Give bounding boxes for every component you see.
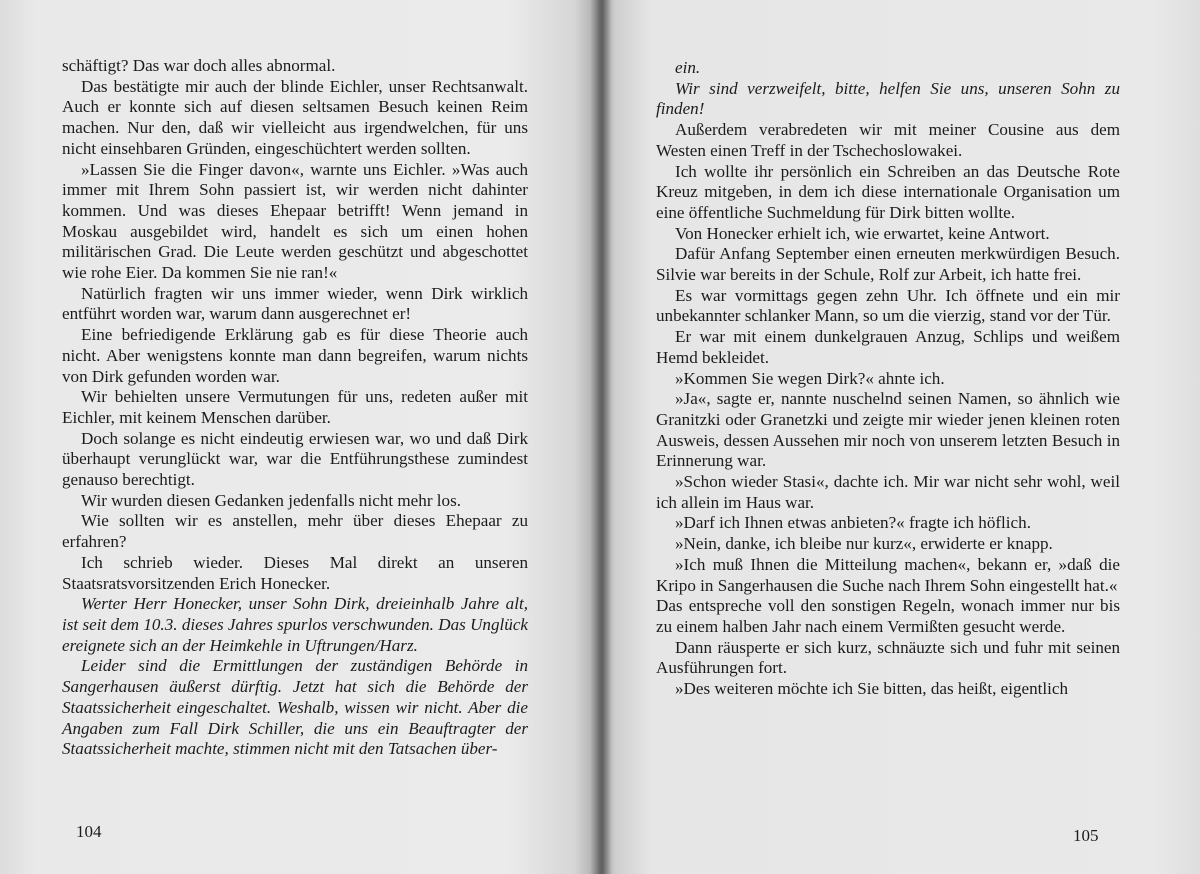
page-number: 105: [1073, 826, 1099, 845]
paragraph: Er war mit einem dunkelgrauen Anzug, Schlips und weißem Hemd bekleidet.: [656, 327, 1120, 367]
paragraph: Dann räusperte er sich kurz, schnäuzte sich und fuhr mit seinen Ausführungen fort.: [656, 637, 1120, 678]
book-gutter-shadow: [590, 0, 612, 874]
right-page: [598, 0, 1200, 874]
paragraph: »Darf ich Ihnen etwas anbieten?« fragte ich höflich.: [675, 513, 1031, 533]
letter-paragraph: Wir sind verzweifelt, bitte, helfen Sie uns, unseren Sohn zu finden!: [656, 78, 1120, 119]
paragraph: Wir wurden diesen Gedanken jedenfalls nicht mehr los.: [81, 490, 462, 510]
paragraph: Natürlich fragten wir uns immer wieder, wenn Dirk wirklich entführt worden war, warum dann ausgerechnet er!: [62, 283, 528, 324]
letter-paragraph: Leider sind die Ermittlungen der zuständigen Behörde in Sangerhausen äußerst dürftig. Jetzt hat sich die Behörde der Staatssicherheit eingeschaltet. Weshalb, wissen wir nicht. Aber die Angaben zum Fall Dirk Schiller, die uns ein Beauftragter der Staatssicherheit machte, stimmen nicht mit den Tatsachen über-: [62, 656, 528, 759]
paragraph: »Des weiteren möchte ich Sie bitten, das heißt, eigentlich: [675, 679, 1069, 699]
paragraph: »Kommen Sie wegen Dirk?« ahnte ich.: [675, 368, 945, 388]
letter-paragraph: ein.: [675, 58, 701, 77]
paragraph: »Lassen Sie die Finger davon«, warnte uns Eichler. »Was auch immer mit Ihrem Sohn passiert ist, wir werden nicht dahinter kommen. Und was dieses Ehepaar betrifft! Wenn jemand in Moskau ausgebildet wird, handelt es sich um einen hohen militärischen Grad. Die Leute werden geschützt und abgeschottet wie rohe Eier. Da kommen Sie nie ran!«: [62, 159, 528, 283]
paragraph: Wie sollten wir es anstellen, mehr über dieses Ehepaar zu erfahren?: [62, 511, 528, 552]
paragraph: Wir behielten unsere Vermutungen für uns, redeten außer mit Eichler, mit keinem Menschen darüber.: [62, 387, 528, 427]
paragraph: »Ja«, sagte er, nannte nuschelnd seinen Namen, so ähnlich wie Granitzki oder Granetzki und zeigte mir wieder jenen kleinen roten Ausweis, dessen Aussehen mir noch von unserem letzten Besuch in Erinnerung war.: [656, 389, 1120, 471]
left-page: [0, 0, 598, 874]
paragraph: »Ich muß Ihnen die Mitteilung machen«, bekann er, »daß die Kripo in Sangerhausen die Suche nach Ihrem Sohn eingestellt hat.«: [656, 554, 1120, 595]
paragraph: Eine befriedigende Erklärung gab es für diese Theorie auch nicht. Aber wenigstens konnte man dann begreifen, warum nichts von Dirk gefunden worden war.: [62, 325, 528, 386]
paragraph: Das entspreche voll den sonstigen Regeln, wonach immer nur bis zu einem halben Jahr nach einem Vermißten gesucht werde.: [656, 596, 1120, 636]
paragraph: Doch solange es nicht eindeutig erwiesen war, wo und daß Dirk überhaupt verunglückt war, war die Entführungsthese zumindest genauso berechtigt.: [62, 428, 528, 490]
paragraph: Es war vormittags gegen zehn Uhr. Ich öffnete und ein mir unbekannter schlanker Mann, so um die vierzig, stand vor der Tür.: [656, 285, 1120, 326]
paragraph: Von Honecker erhielt ich, wie erwartet, keine Antwort.: [675, 223, 1050, 243]
paragraph: Dafür Anfang September einen erneuten merkwürdigen Besuch. Silvie war bereits in der Schule, Rolf zur Arbeit, ich hatte frei.: [656, 244, 1120, 285]
paragraph: Außerdem verabredeten wir mit meiner Cousine aus dem Westen einen Treff in der Tschechoslowakei.: [656, 120, 1120, 160]
right-page-text: [656, 58, 1120, 700]
paragraph: Ich schrieb wieder. Dieses Mal direkt an unseren Staatsratsvorsitzenden Erich Honecker.: [62, 552, 528, 593]
paragraph: »Nein, danke, ich bleibe nur kurz«, erwiderte er knapp.: [675, 534, 1053, 554]
paragraph: Das bestätigte mir auch der blinde Eichler, unser Rechtsanwalt. Auch er konnte sich auf diesen seltsamen Besuch keinen Reim machen. Nur den, daß wir vielleicht aus irgendwelchen, für uns nicht einsehbaren Gründen, eingeschüchtert werden sollten.: [62, 76, 528, 158]
left-page-text: [62, 56, 528, 760]
letter-paragraph: Werter Herr Honecker, unser Sohn Dirk, dreieinhalb Jahre alt, ist seit dem 10.3. dieses Jahres spurlos verschwunden. Das Unglück ereignete sich an der Heimkehle in Uftrungen/Harz.: [62, 594, 528, 655]
paragraph: Ich wollte ihr persönlich ein Schreiben an das Deutsche Rote Kreuz mitgeben, in dem ich diese internationale Organisation um eine öffentliche Suchmeldung für Dirk bitten wollte.: [656, 161, 1120, 222]
paragraph: »Schon wieder Stasi«, dachte ich. Mir war nicht sehr wohl, weil ich allein im Haus war.: [656, 472, 1120, 512]
page-number: 104: [76, 822, 102, 841]
paragraph: schäftigt? Das war doch alles abnormal.: [62, 56, 336, 75]
